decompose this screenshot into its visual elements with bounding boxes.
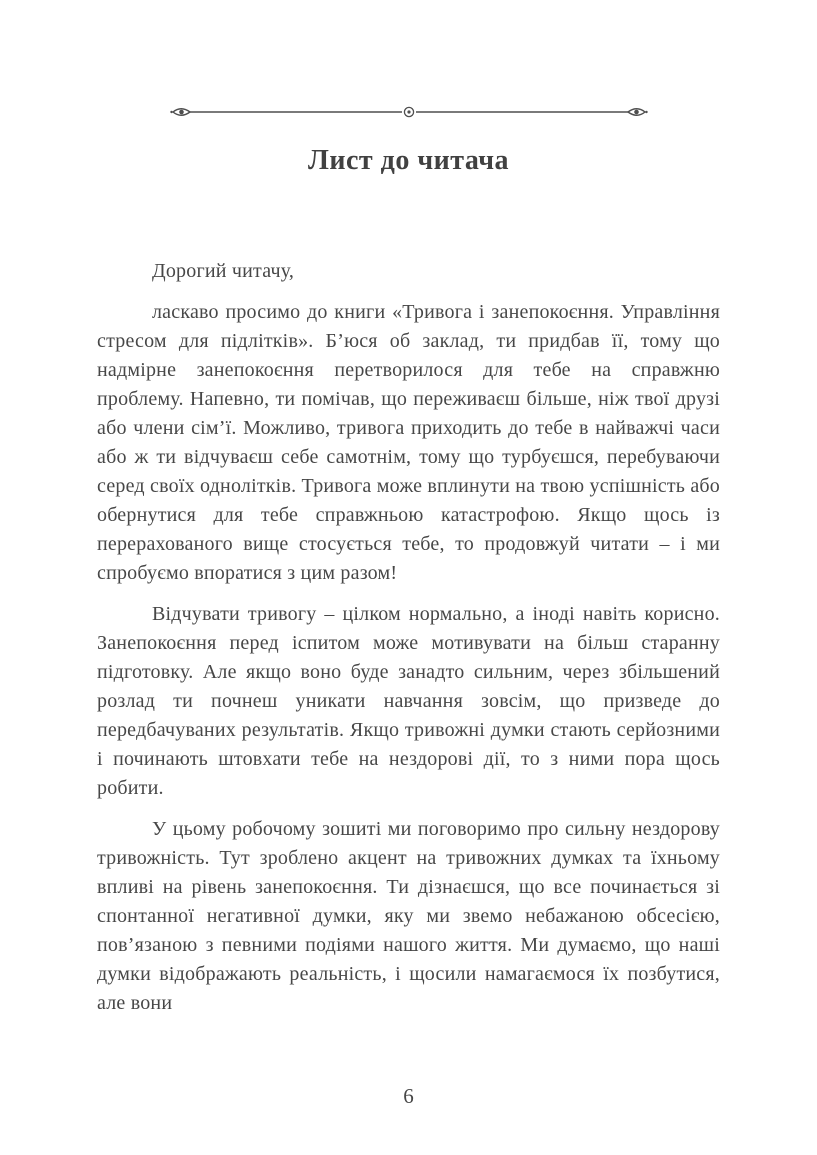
paragraph-1: ласкаво просимо до книги «Тривога і занепокоєння. Управління стресом для підлітків». Б’юся об заклад, ти придбав її, тому що надмірне занепокоєння перетворилося для тебе на справжню проблему. Напевно, ти помічав, що переживаєш більше, ніж твої друзі або члени сім’ї. Можливо, тривога приходить до тебе в найважчі часи або ж ти відчуваєш себе самотнім, тому що турбуєшся, перебуваючи серед своїх однолітків. Тривога може вплинути на твою успішність або обернутися для тебе справжньою катастрофою. Якщо щось із перерахованого вище стосується тебе, то продовжуй читати – і ми спробуємо впоратися з цим разом! bbox=[97, 301, 720, 584]
salutation-line: Дорогий читачу, bbox=[152, 260, 295, 282]
paragraph-3: У цьому робочому зошиті ми поговоримо про сильну нездорову тривожність. Тут зроблено акцент на тривожних думках та їхньому впливі на рівень занепокоєння. Ти дізнаєшся, що все починається зі спонтанної негативної думки, яку ми звемо небажаною обсесією, пов’язаною з певними подіями нашого життя. Ми думаємо, що наші думки відображають реальність, і щосили намагаємося їх позбутися, але вони bbox=[97, 818, 720, 1014]
page-number: 6 bbox=[403, 1084, 414, 1108]
chapter-divider-ornament bbox=[170, 103, 648, 121]
chapter-body bbox=[97, 257, 720, 1018]
paragraph-2: Відчувати тривогу – цілком нормально, а іноді навіть корисно. Занепокоєння перед іспитом може мотивувати на більш старанну підготовку. Але якщо воно буде занадто сильним, через збільшений розлад ти почнеш уникати навчання зовсім, що призведе до передбачуваних результатів. Якщо тривожні думки стають серйозними і починають штовхати тебе на нездорові дії, то з ними пора щось робити. bbox=[97, 603, 720, 799]
divider-ornament-icon bbox=[170, 103, 648, 121]
chapter-title: Лист до читача bbox=[307, 145, 510, 176]
